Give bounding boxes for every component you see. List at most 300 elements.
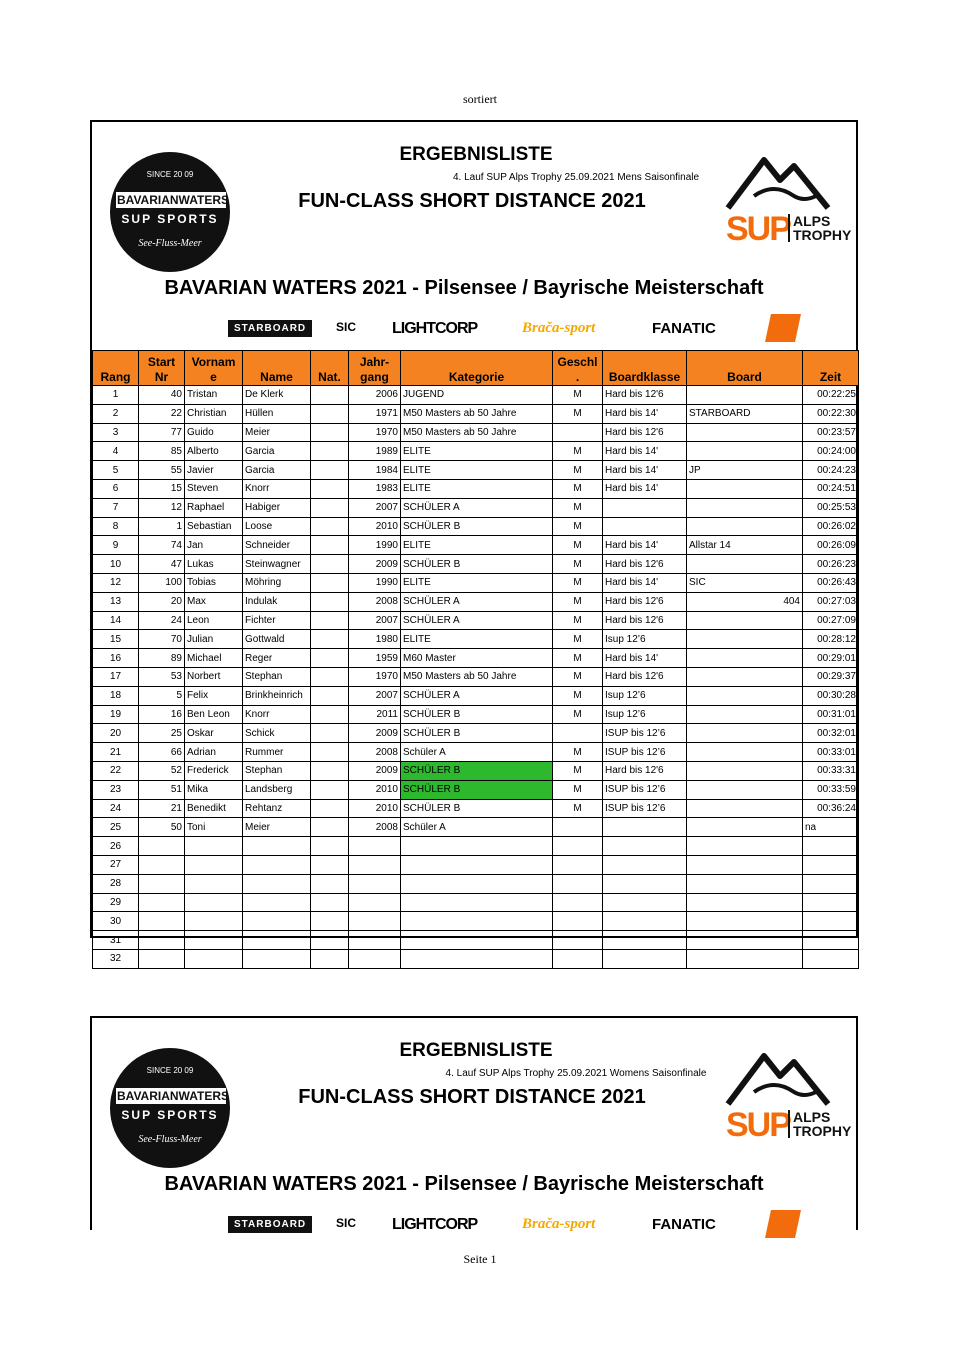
table-cell: Ben Leon — [185, 705, 243, 724]
fanatic-logo: FANATIC — [652, 320, 716, 337]
mountain-icon — [724, 152, 836, 212]
table-cell: Knorr — [243, 705, 311, 724]
table-cell — [311, 592, 349, 611]
table-row — [93, 479, 859, 498]
fanatic-logo: FANATIC — [652, 1216, 716, 1233]
table-cell: 52 — [139, 761, 185, 780]
table-cell — [687, 874, 803, 893]
table-cell: Fichter — [243, 611, 311, 630]
table-cell — [311, 931, 349, 950]
table-cell — [687, 423, 803, 442]
table-cell: 00:29:01 — [803, 649, 859, 668]
table-cell — [603, 893, 687, 912]
table-cell: 13 — [93, 592, 139, 611]
table-cell — [349, 893, 401, 912]
table-cell — [185, 855, 243, 874]
class-title: FUN-CLASS SHORT DISTANCE 2021 — [298, 190, 646, 212]
table-row — [93, 931, 859, 950]
table-cell: Isup 12’6 — [603, 630, 687, 649]
table-cell: Knorr — [243, 479, 311, 498]
table-cell: Landsberg — [243, 780, 311, 799]
trophy-text: TROPHY — [793, 227, 852, 243]
table-cell: Steven — [185, 479, 243, 498]
table-cell: Gottwald — [243, 630, 311, 649]
table-cell — [185, 874, 243, 893]
table-cell — [349, 949, 401, 968]
table-cell: 00:32:01 — [803, 724, 859, 743]
table-cell — [311, 404, 349, 423]
table-cell — [401, 949, 553, 968]
table-cell: 25 — [93, 818, 139, 837]
table-cell: Stephan — [243, 761, 311, 780]
table-cell: Stephan — [243, 667, 311, 686]
table-cell: 00:26:09 — [803, 536, 859, 555]
table-cell: Raphael — [185, 498, 243, 517]
page-top-note: sortiert — [463, 92, 497, 106]
table-cell: 00:22:30 — [803, 404, 859, 423]
table-cell — [687, 686, 803, 705]
table-cell: 2007 — [349, 498, 401, 517]
table-cell: 1990 — [349, 573, 401, 592]
column-header — [553, 351, 603, 386]
table-cell: Garcia — [243, 442, 311, 461]
braca-sport-logo: Brača-sport — [522, 320, 596, 336]
table-cell — [687, 780, 803, 799]
table-cell — [401, 837, 553, 856]
logo-line3: See-Fluss-Meer — [138, 1134, 202, 1145]
table-cell: Steinwagner — [243, 555, 311, 574]
table-cell: 2 — [93, 404, 139, 423]
table-cell: 15 — [93, 630, 139, 649]
table-cell — [603, 931, 687, 950]
table-cell: Meier — [243, 818, 311, 837]
table-cell: 40 — [139, 386, 185, 405]
table-cell: 2010 — [349, 780, 401, 799]
table-cell: M50 Masters ab 50 Jahre — [401, 404, 553, 423]
table-cell — [139, 874, 185, 893]
table-cell — [139, 855, 185, 874]
table-cell: 12 — [139, 498, 185, 517]
table-cell: Max — [185, 592, 243, 611]
alps-trophy-text — [788, 214, 851, 242]
table-cell: M — [553, 386, 603, 405]
table-cell: Isup 12’6 — [603, 705, 687, 724]
event-title: BAVARIAN WATERS 2021 - Pilsensee / Bayrische Meisterschaft — [164, 1173, 764, 1195]
table-cell: 1984 — [349, 461, 401, 480]
table-cell: 77 — [139, 423, 185, 442]
table-cell: 15 — [139, 479, 185, 498]
table-cell — [311, 649, 349, 668]
bavarian-waters-logo — [110, 152, 230, 272]
table-cell — [311, 855, 349, 874]
table-cell: STARBOARD — [687, 404, 803, 423]
table-row — [93, 799, 859, 818]
table-row — [93, 705, 859, 724]
column-header-text: Zeit — [819, 370, 842, 384]
braca-sport-logo: Brača-sport — [522, 1216, 596, 1232]
table-cell: ELITE — [401, 479, 553, 498]
table-cell: 00:29:37 — [803, 667, 859, 686]
sheet-title: ERGEBNISLISTE — [399, 144, 553, 165]
table-cell — [311, 686, 349, 705]
table-cell: 1970 — [349, 423, 401, 442]
table-cell: Habiger — [243, 498, 311, 517]
table-cell: M — [553, 705, 603, 724]
table-cell — [803, 893, 859, 912]
column-header-text: e — [210, 370, 217, 384]
table-cell: Hard bis 12'6 — [603, 555, 687, 574]
sheet-subtitle: 4. Lauf SUP Alps Trophy 25.09.2021 Womens Saisonfinale — [445, 1068, 707, 1079]
table-row — [93, 893, 859, 912]
table-cell: M50 Masters ab 50 Jahre — [401, 667, 553, 686]
table-cell — [687, 555, 803, 574]
table-cell: 55 — [139, 461, 185, 480]
table-cell: 2011 — [349, 705, 401, 724]
table-cell — [139, 837, 185, 856]
table-cell: 00:23:57 — [803, 423, 859, 442]
column-header — [243, 351, 311, 386]
table-cell: Benedikt — [185, 799, 243, 818]
table-cell — [553, 874, 603, 893]
table-cell: Norbert — [185, 667, 243, 686]
sheet-title: ERGEBNISLISTE — [399, 1040, 553, 1061]
table-cell: M — [553, 498, 603, 517]
table-cell: ELITE — [401, 442, 553, 461]
table-cell: 50 — [139, 818, 185, 837]
table-cell: Felix — [185, 686, 243, 705]
table-cell — [553, 949, 603, 968]
table-cell: Hard bis 14' — [603, 479, 687, 498]
table-cell: Hard bis 12'6 — [603, 611, 687, 630]
sup-alps-trophy-logo — [724, 1048, 852, 1148]
alps-text: ALPS — [793, 213, 831, 229]
column-header-text: Boardklasse — [608, 370, 681, 384]
table-cell: 23 — [93, 780, 139, 799]
page-footer: Seite 1 — [463, 1252, 497, 1266]
table-cell — [311, 423, 349, 442]
table-cell: 00:30:28 — [803, 686, 859, 705]
table-cell: De Klerk — [243, 386, 311, 405]
column-header — [603, 351, 687, 386]
column-header — [139, 351, 185, 386]
table-cell — [553, 893, 603, 912]
table-cell: SCHÜLER A — [401, 686, 553, 705]
table-cell: 404 — [687, 592, 803, 611]
table-cell — [311, 761, 349, 780]
table-cell: Garcia — [243, 461, 311, 480]
table-row — [93, 592, 859, 611]
table-cell: SCHÜLER B — [401, 705, 553, 724]
table-cell: ELITE — [401, 630, 553, 649]
table-cell: M60 Master — [401, 649, 553, 668]
sup-text: SUP — [726, 1106, 790, 1144]
table-row — [93, 949, 859, 968]
table-cell — [603, 855, 687, 874]
table-row — [93, 404, 859, 423]
table-cell — [687, 517, 803, 536]
column-header-text: Nr — [154, 370, 169, 384]
table-cell: Loose — [243, 517, 311, 536]
table-cell: 10 — [93, 555, 139, 574]
table-cell — [311, 611, 349, 630]
table-row — [93, 461, 859, 480]
table-cell — [243, 949, 311, 968]
table-cell: ISUP bis 12’6 — [603, 743, 687, 762]
table-cell — [311, 837, 349, 856]
table-cell — [311, 517, 349, 536]
table-body — [93, 386, 859, 969]
table-cell: SCHÜLER A — [401, 498, 553, 517]
column-header-text: Board — [727, 370, 762, 384]
table-cell: 24 — [139, 611, 185, 630]
table-cell: Lukas — [185, 555, 243, 574]
table-row — [93, 855, 859, 874]
table-cell — [687, 386, 803, 405]
table-cell: 00:24:51 — [803, 479, 859, 498]
table-cell: ELITE — [401, 461, 553, 480]
table-cell — [603, 837, 687, 856]
logo-line3: See-Fluss-Meer — [138, 238, 202, 249]
table-cell — [349, 874, 401, 893]
table-cell: SCHÜLER B — [401, 555, 553, 574]
table-cell: Rummer — [243, 743, 311, 762]
sheet-subtitle: 4. Lauf SUP Alps Trophy 25.09.2021 Mens Saisonfinale — [452, 172, 700, 183]
table-cell — [311, 630, 349, 649]
table-cell: ISUP bis 12’6 — [603, 780, 687, 799]
table-cell — [311, 442, 349, 461]
table-cell: Sebastian — [185, 517, 243, 536]
table-cell: Leon — [185, 611, 243, 630]
column-header-text: Rang — [100, 370, 131, 384]
column-header-text: Vornam — [191, 355, 236, 369]
table-cell — [687, 837, 803, 856]
table-cell — [687, 479, 803, 498]
table-row — [93, 555, 859, 574]
class-title: FUN-CLASS SHORT DISTANCE 2021 — [298, 1086, 646, 1108]
table-cell: Toni — [185, 818, 243, 837]
table-cell — [139, 949, 185, 968]
table-cell: 25 — [139, 724, 185, 743]
table-row — [93, 536, 859, 555]
result-sheet-womens — [90, 1016, 858, 1233]
table-cell: Hard bis 14' — [603, 649, 687, 668]
table-cell — [311, 799, 349, 818]
table-cell: 19 — [93, 705, 139, 724]
table-cell — [311, 818, 349, 837]
table-cell — [311, 386, 349, 405]
table-cell — [311, 498, 349, 517]
lightcorp-logo: LIGHTCORP — [392, 1216, 478, 1233]
column-header-text: Nat. — [318, 370, 341, 384]
table-cell: M — [553, 667, 603, 686]
table-cell: 70 — [139, 630, 185, 649]
table-cell: 1971 — [349, 404, 401, 423]
column-header — [185, 351, 243, 386]
sup-text: SUP — [726, 210, 790, 248]
table-cell — [803, 912, 859, 931]
column-header-text: Name — [260, 370, 293, 384]
mountain-icon — [724, 1048, 836, 1108]
event-title: BAVARIAN WATERS 2021 - Pilsensee / Bayrische Meisterschaft — [164, 277, 764, 299]
table-cell: Christian — [185, 404, 243, 423]
table-cell: Schüler A — [401, 743, 553, 762]
table-cell: 4 — [93, 442, 139, 461]
table-cell — [311, 743, 349, 762]
table-cell: ELITE — [401, 573, 553, 592]
table-cell: Hard bis 14' — [603, 442, 687, 461]
table-cell: 2008 — [349, 743, 401, 762]
table-cell: 1990 — [349, 536, 401, 555]
table-cell: 1989 — [349, 442, 401, 461]
table-cell: M — [553, 649, 603, 668]
table-cell — [803, 837, 859, 856]
table-cell: 00:28:12 — [803, 630, 859, 649]
table-cell — [243, 837, 311, 856]
table-cell: Javier — [185, 461, 243, 480]
table-cell: Jan — [185, 536, 243, 555]
table-cell: 14 — [93, 611, 139, 630]
table-cell — [311, 479, 349, 498]
table-cell — [553, 912, 603, 931]
table-cell: 16 — [93, 649, 139, 668]
table-cell: Hard bis 12'6 — [603, 592, 687, 611]
column-header-text: Geschl — [557, 355, 598, 369]
table-cell: 00:31:01 — [803, 705, 859, 724]
table-cell — [311, 912, 349, 931]
table-cell: 12 — [93, 573, 139, 592]
table-cell: 8 — [93, 517, 139, 536]
table-cell — [401, 874, 553, 893]
table-cell: 00:24:23 — [803, 461, 859, 480]
table-cell — [401, 912, 553, 931]
table-cell: M — [553, 517, 603, 536]
table-cell: 1 — [93, 386, 139, 405]
table-cell — [139, 893, 185, 912]
starboard-logo: STARBOARD — [228, 320, 312, 337]
table-cell: Möhring — [243, 573, 311, 592]
table-cell: SCHÜLER B — [401, 799, 553, 818]
table-cell: 29 — [93, 893, 139, 912]
table-cell — [687, 799, 803, 818]
alps-text: ALPS — [793, 1109, 831, 1125]
table-cell: 32 — [93, 949, 139, 968]
table-cell: M — [553, 592, 603, 611]
table-cell: 2010 — [349, 799, 401, 818]
table-cell: 1959 — [349, 649, 401, 668]
table-cell: 22 — [139, 404, 185, 423]
table-cell — [243, 855, 311, 874]
table-cell: Brinkheinrich — [243, 686, 311, 705]
table-cell: 2008 — [349, 592, 401, 611]
table-cell — [311, 874, 349, 893]
table-cell — [803, 855, 859, 874]
table-row — [93, 498, 859, 517]
table-cell — [243, 912, 311, 931]
table-cell: 1970 — [349, 667, 401, 686]
table-cell: 20 — [93, 724, 139, 743]
table-cell: 2008 — [349, 818, 401, 837]
table-cell: 00:26:43 — [803, 573, 859, 592]
table-cell: 00:36:24 — [803, 799, 859, 818]
logo-line1: BAVARIANWATERS — [117, 193, 229, 207]
table-cell: 22 — [93, 761, 139, 780]
table-cell: 100 — [139, 573, 185, 592]
table-cell — [687, 743, 803, 762]
table-cell — [311, 893, 349, 912]
column-header — [311, 351, 349, 386]
table-cell: M — [553, 799, 603, 818]
table-row — [93, 386, 859, 405]
table-cell: ELITE — [401, 536, 553, 555]
table-cell — [553, 423, 603, 442]
table-cell: 2007 — [349, 611, 401, 630]
table-cell — [349, 855, 401, 874]
table-cell — [687, 855, 803, 874]
table-cell: Hard bis 14' — [603, 461, 687, 480]
table-cell: M — [553, 442, 603, 461]
table-row — [93, 780, 859, 799]
table-cell: Schneider — [243, 536, 311, 555]
table-cell — [687, 667, 803, 686]
table-cell: 2006 — [349, 386, 401, 405]
sponsor-bar — [222, 1210, 802, 1244]
table-cell — [553, 818, 603, 837]
table-cell: na — [803, 818, 859, 837]
table-cell — [603, 498, 687, 517]
table-cell — [687, 442, 803, 461]
table-cell: 31 — [93, 931, 139, 950]
table-cell: 27 — [93, 855, 139, 874]
table-cell — [803, 949, 859, 968]
table-cell: ISUP bis 12’6 — [603, 724, 687, 743]
table-cell: JP — [687, 461, 803, 480]
table-cell: Frederick — [185, 761, 243, 780]
table-cell: 24 — [93, 799, 139, 818]
column-header-text: Jahr- — [359, 355, 390, 369]
sic-logo: SIC — [336, 1216, 357, 1230]
table-cell — [401, 855, 553, 874]
table-cell — [803, 931, 859, 950]
table-cell: Michael — [185, 649, 243, 668]
table-cell — [603, 818, 687, 837]
table-cell: Hüllen — [243, 404, 311, 423]
table-cell: 00:27:03 — [803, 592, 859, 611]
table-cell: Hard bis 12'6 — [603, 423, 687, 442]
table-cell — [603, 517, 687, 536]
table-cell: Alberto — [185, 442, 243, 461]
table-cell: Guido — [185, 423, 243, 442]
table-cell — [603, 912, 687, 931]
table-cell: M — [553, 461, 603, 480]
table-cell — [687, 630, 803, 649]
table-cell: M50 Masters ab 50 Jahre — [401, 423, 553, 442]
table-cell — [311, 780, 349, 799]
table-cell — [401, 931, 553, 950]
table-cell — [687, 761, 803, 780]
table-cell: SCHÜLER A — [401, 611, 553, 630]
column-header-text: . — [575, 370, 580, 384]
table-cell: 1980 — [349, 630, 401, 649]
table-row — [93, 912, 859, 931]
table-cell — [687, 949, 803, 968]
logo-year: SINCE 20 09 — [146, 170, 194, 179]
table-row — [93, 442, 859, 461]
table-cell — [687, 611, 803, 630]
table-cell — [185, 893, 243, 912]
table-cell — [185, 949, 243, 968]
table-cell — [687, 705, 803, 724]
table-cell: 2009 — [349, 555, 401, 574]
